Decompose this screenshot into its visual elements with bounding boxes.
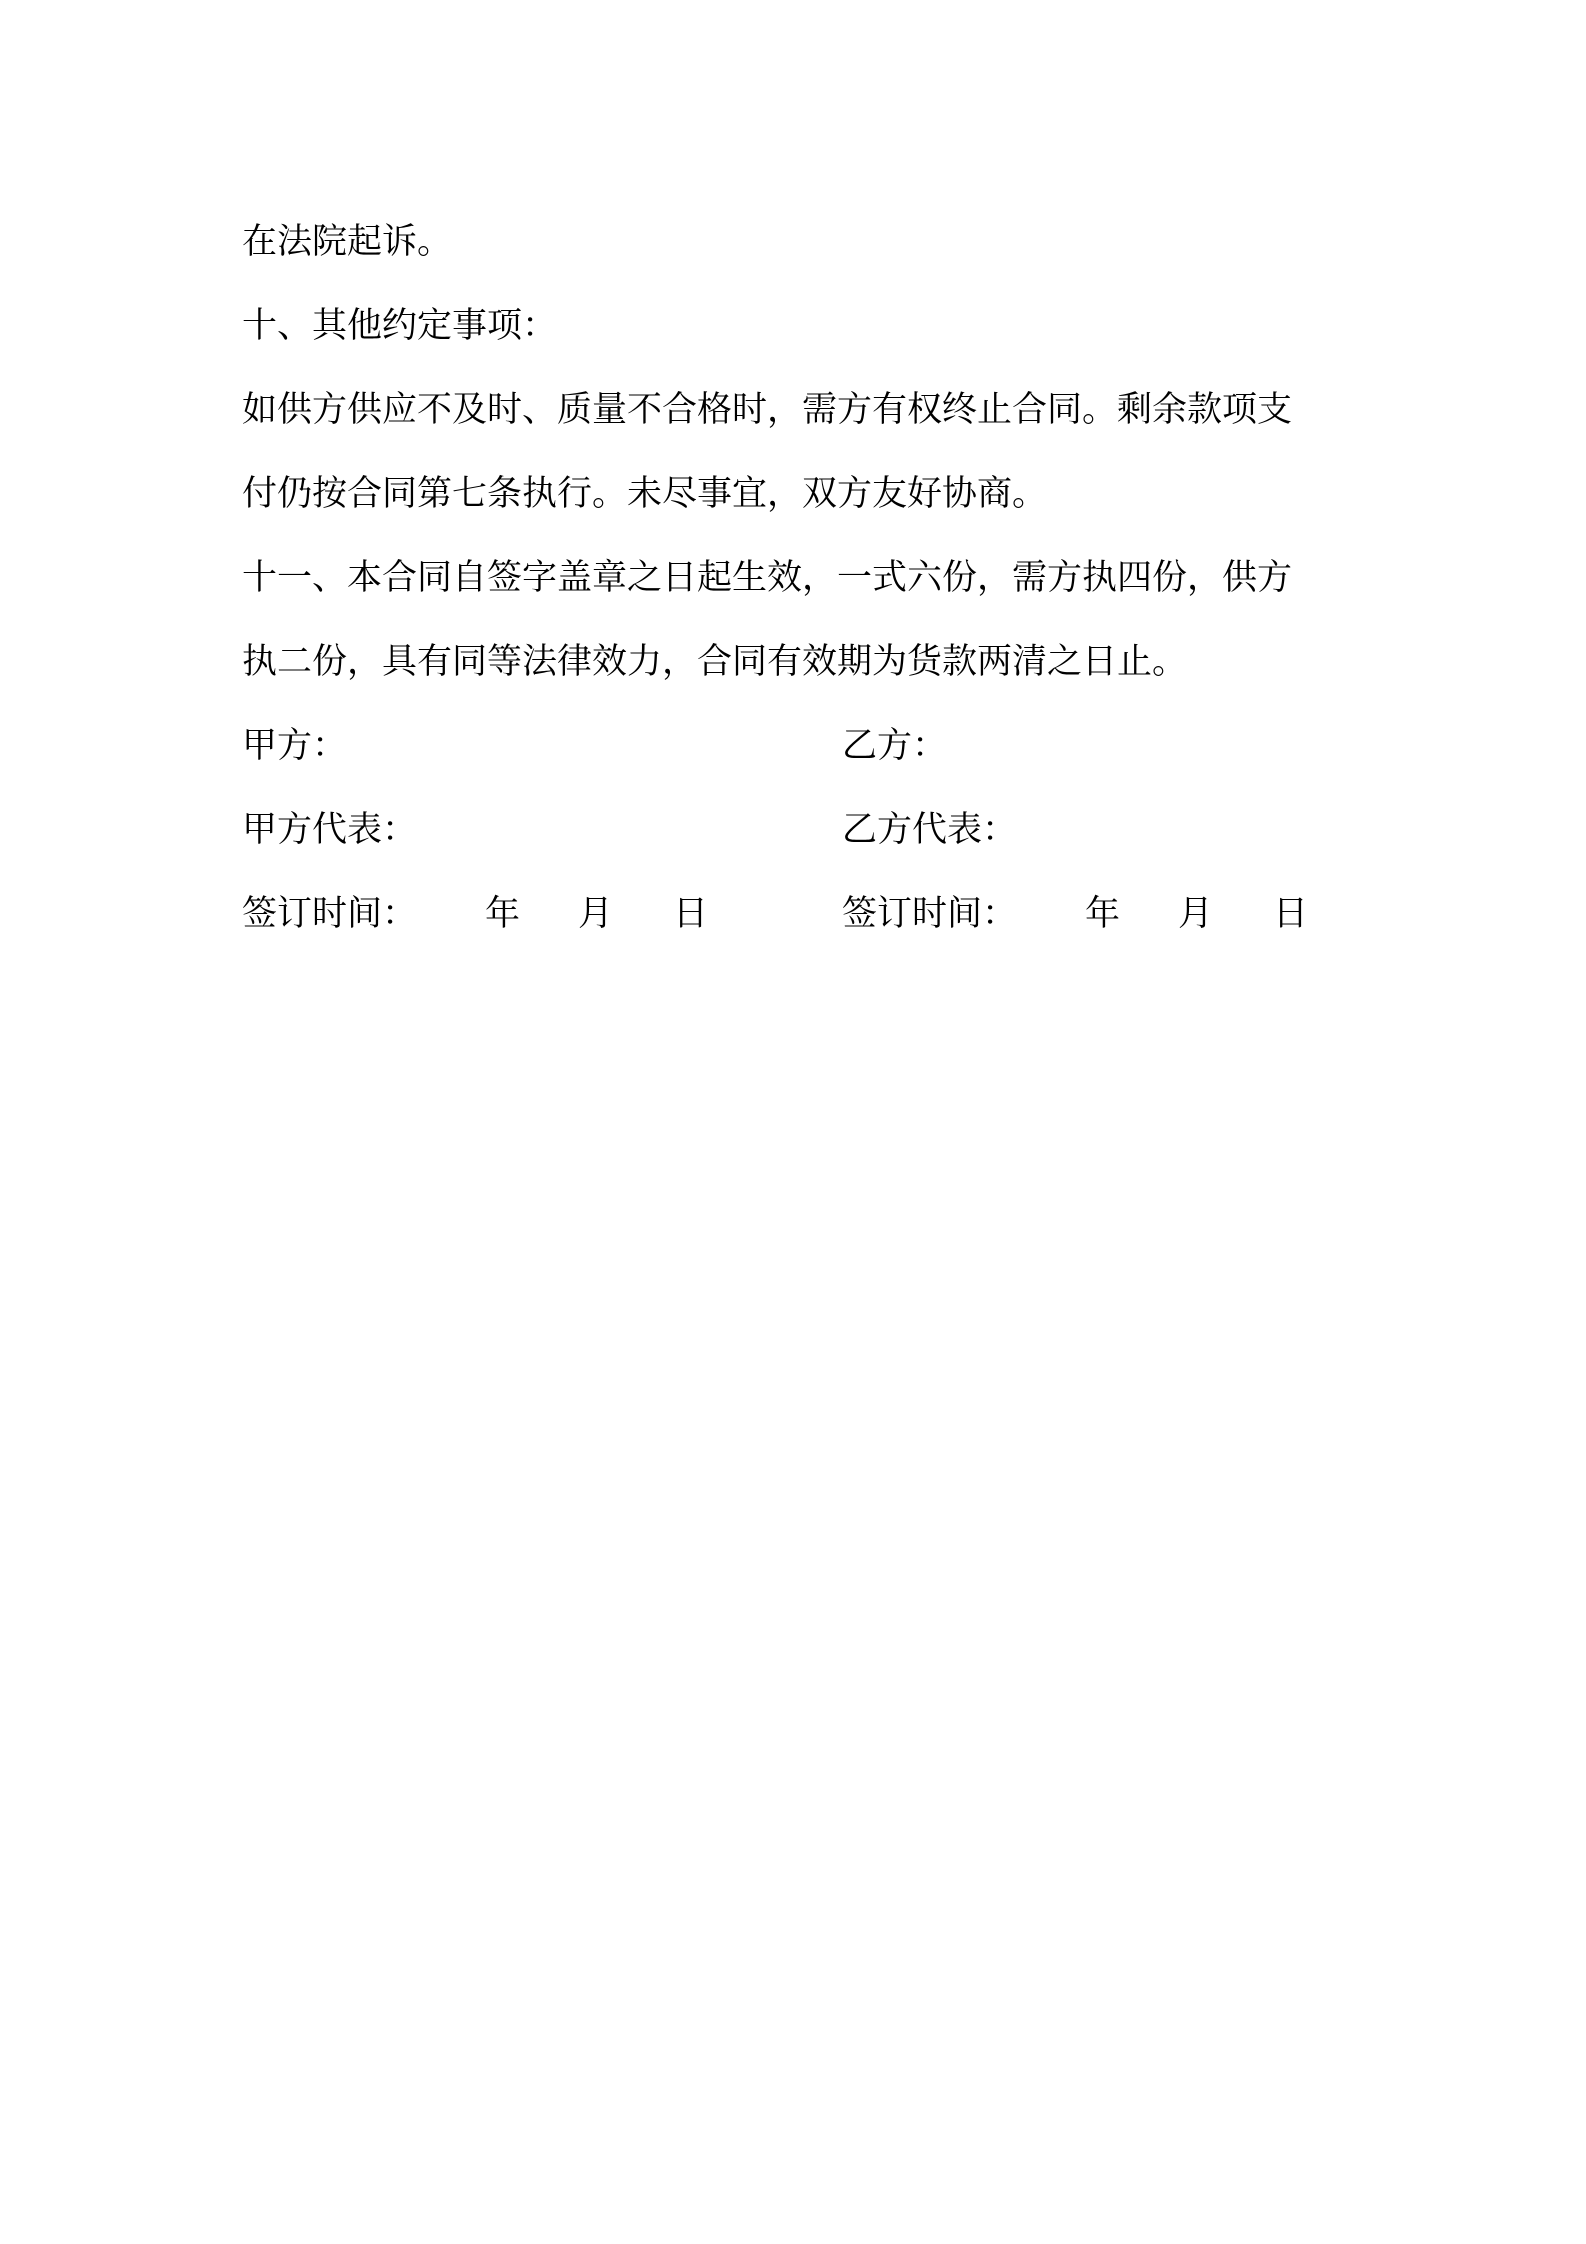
paragraph-line-4: 付仍按合同第七条执行。未尽事宜，双方友好协商。: [242, 474, 1048, 514]
party-b-rep-label: 乙方代表：: [842, 810, 1018, 850]
day-right: 日: [1273, 894, 1309, 934]
party-row: [242, 704, 1362, 788]
section-eleven-line-2: 执二份，具有同等法律效力，合同有效期为货款两清之日止。: [242, 642, 1188, 682]
party-b-label: 乙方：: [842, 726, 948, 766]
paragraph-line-1: 在法院起诉。: [242, 222, 453, 262]
sign-date-label-left: 签订时间：: [242, 894, 418, 934]
section-eleven-line-1: 十一、本合同自签字盖章之日起生效，一式六份，需方执四份，供方: [242, 558, 1293, 598]
paragraph-line-3: 如供方供应不及时、质量不合格时，需方有权终止合同。剩余款项支: [242, 390, 1293, 430]
day-left: 日: [673, 894, 709, 934]
document-body: [242, 200, 1362, 956]
year-right: 年: [1085, 894, 1121, 934]
year-left: 年: [485, 894, 521, 934]
party-a-label: 甲方：: [242, 726, 348, 766]
month-right: 月: [1178, 894, 1214, 934]
section-ten-heading: 十、其他约定事项：: [242, 306, 558, 346]
sign-date-label-right: 签订时间：: [842, 894, 1018, 934]
party-a-rep-label: 甲方代表：: [242, 810, 418, 850]
month-left: 月: [578, 894, 614, 934]
representative-row: [242, 788, 1362, 872]
sign-date-row: [242, 872, 1362, 956]
